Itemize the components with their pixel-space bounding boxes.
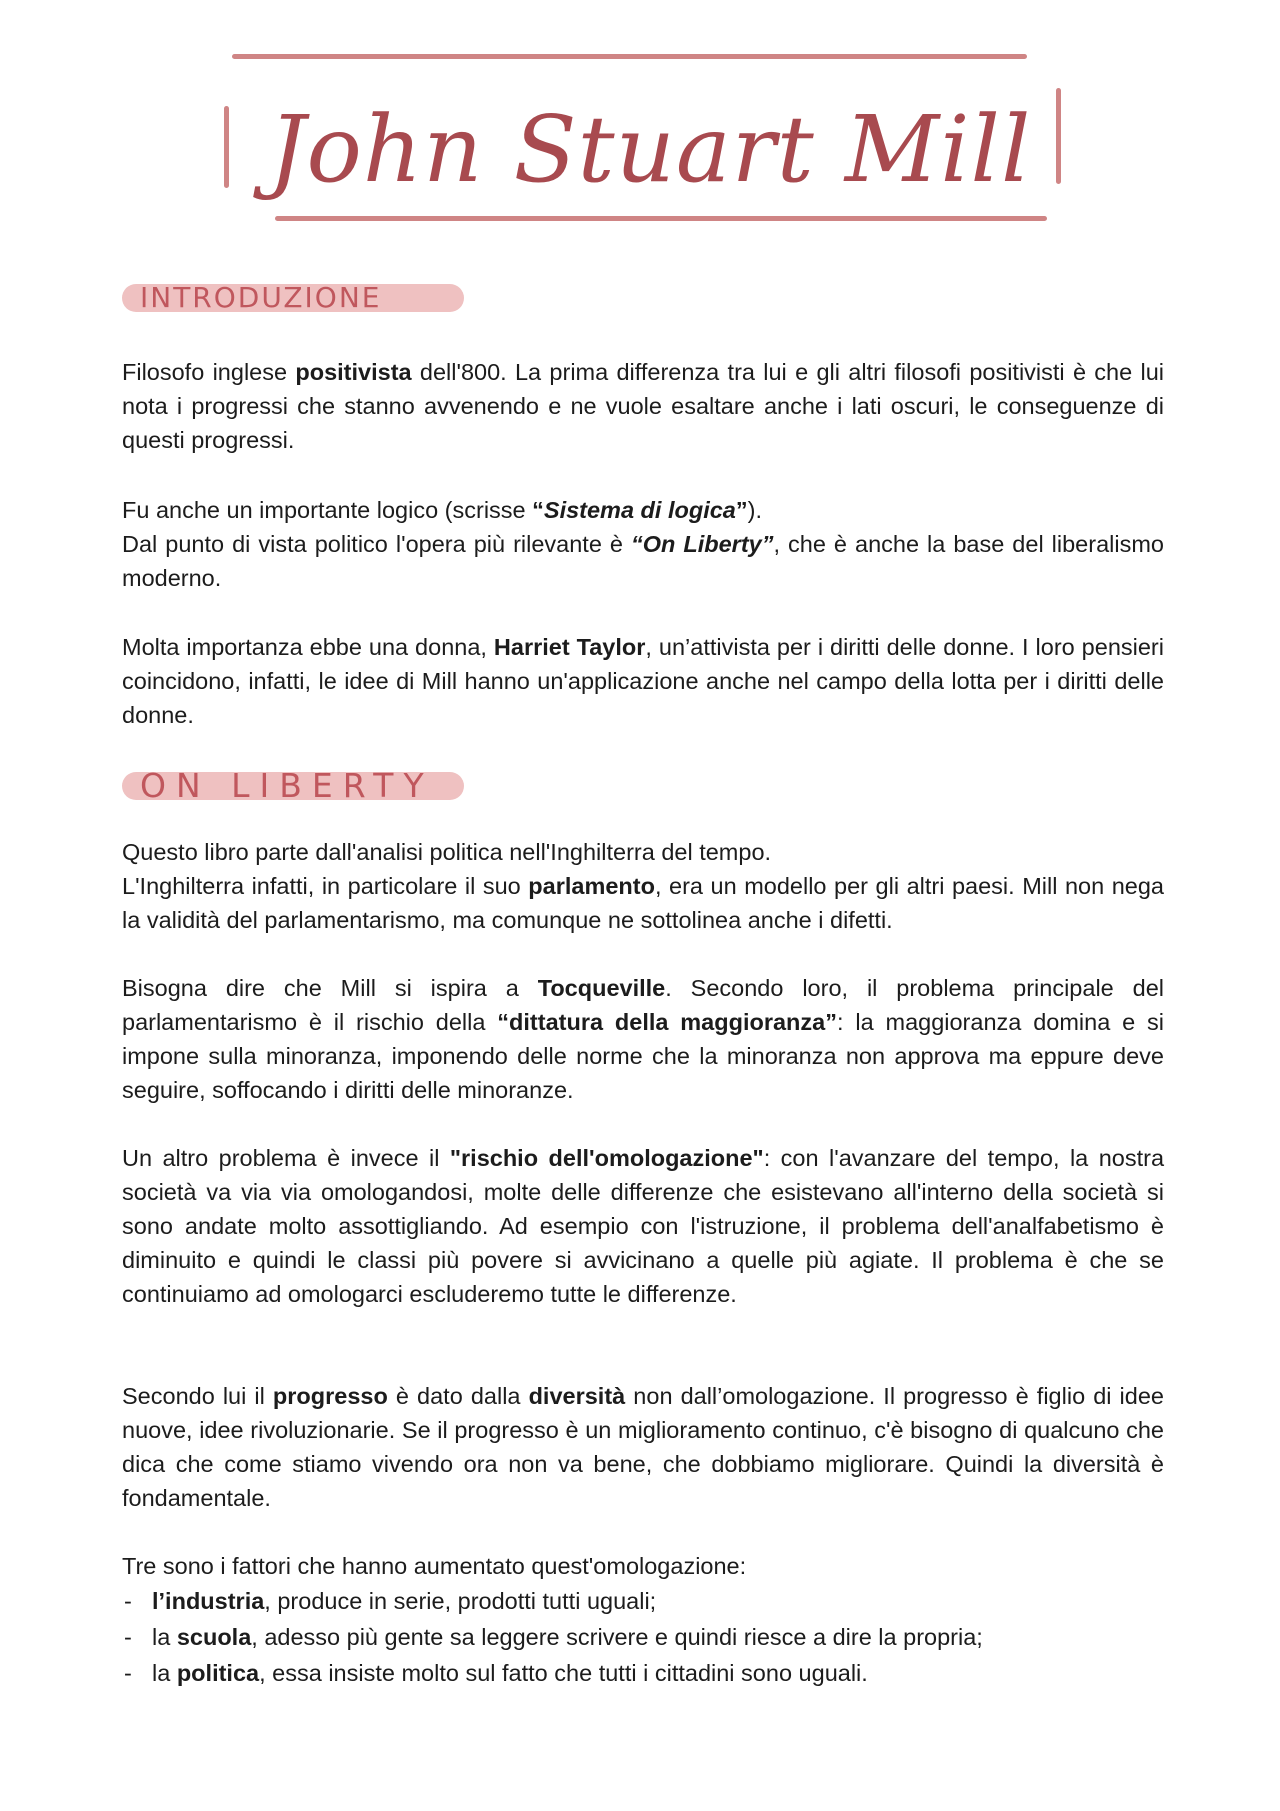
page-title: John Stuart Mill — [268, 96, 1032, 203]
section-header-label: INTRODUZIONE — [140, 281, 382, 314]
paragraph-intro-2: Fu anche un importante logico (scrisse “Sistema di logica”). Dal punto di vista politico l'opera più rilevante è “On Liberty”, che è anche la base del liberalismo moderno. — [122, 497, 1164, 591]
dash-bullet-icon: - — [124, 1588, 132, 1614]
paragraph-intro-1: Filosofo inglese positivista dell'800. La prima differenza tra lui e gli altri filosofi positivisti è che lui nota i progressi che stanno avvenendo e ne vuole esaltare anche i lati oscuri, le conseguenze di questi progressi. — [122, 359, 1164, 453]
list-item-text: la politica, essa insiste molto sul fatto che tutti i cittadini sono uguali. — [152, 1660, 868, 1686]
list-item-text: l’industria, produce in serie, prodotti tutti uguali; — [152, 1588, 657, 1614]
list-item — [122, 1655, 1164, 1691]
section-header-on-liberty — [122, 768, 464, 804]
paragraph-intro-3: Molta importanza ebbe una donna, Harriet Taylor, un’attivista per i diritti delle donne. I loro pensieri coincidono, infatti, le idee di Mill hanno un'applicazione anche nel campo della lotta per i diritti delle donne. — [122, 634, 1164, 728]
paragraph-liberty-4: Secondo lui il progresso è dato dalla diversità non dall’omologazione. Il progresso è figlio di idee nuove, idee rivoluzionarie. Se il progresso è un miglioramento continuo, c'è bisogno di qualcuno che dica che come stiamo vivendo ora non va bene, che dobbiamo migliorare. Quindi la diversità è fondamentale. — [122, 1383, 1164, 1511]
dash-bullet-icon: - — [124, 1624, 132, 1650]
title-left-bar — [224, 106, 229, 188]
list-item — [122, 1619, 1164, 1655]
section-header-introduzione — [122, 280, 464, 316]
dash-bullet-icon: - — [124, 1660, 132, 1686]
section-header-label: ON LIBERTY — [140, 766, 434, 805]
title-right-bar — [1056, 88, 1061, 184]
factors-list — [122, 1583, 1164, 1691]
paragraph-liberty-2: Bisogna dire che Mill si ispira a Tocqueville. Secondo loro, il problema principale del parlamentarismo è il rischio della “dittatura della maggioranza”: la maggioranza domina e si impone sulla minoranza, imponendo delle norme che la minoranza non approva ma eppure deve seguire, soffocando i diritti delle minoranze. — [122, 975, 1164, 1103]
title-block — [220, 48, 1070, 228]
paragraph-liberty-1: Questo libro parte dall'analisi politica nell'Inghilterra del tempo. L'Inghilterra infatti, in particolare il suo parlamento, era un modello per gli altri paesi. Mill non nega la validità del parlamentarismo, ma comunque ne sottolinea anche i difetti. — [122, 839, 1164, 933]
list-item — [122, 1583, 1164, 1619]
list-item-text: la scuola, adesso più gente sa leggere scrivere e quindi riesce a dire la propria; — [152, 1624, 983, 1650]
title-top-rule — [232, 54, 1027, 59]
title-bottom-rule — [275, 216, 1047, 221]
paragraph-liberty-5: Tre sono i fattori che hanno aumentato quest'omologazione: — [122, 1553, 747, 1579]
paragraph-liberty-3: Un altro problema è invece il "rischio dell'omologazione": con l'avanzare del tempo, la nostra società va via via omologandosi, molte delle differenze che esistevano all'interno della società si sono andate molto assottigliando. Ad esempio con l'istruzione, il problema dell'analfabetismo è diminuito e quindi le classi più povere si avvicinano a quelle più agiate. Il problema è che se continuiamo ad omologarci escluderemo tutte le differenze. — [122, 1145, 1165, 1307]
